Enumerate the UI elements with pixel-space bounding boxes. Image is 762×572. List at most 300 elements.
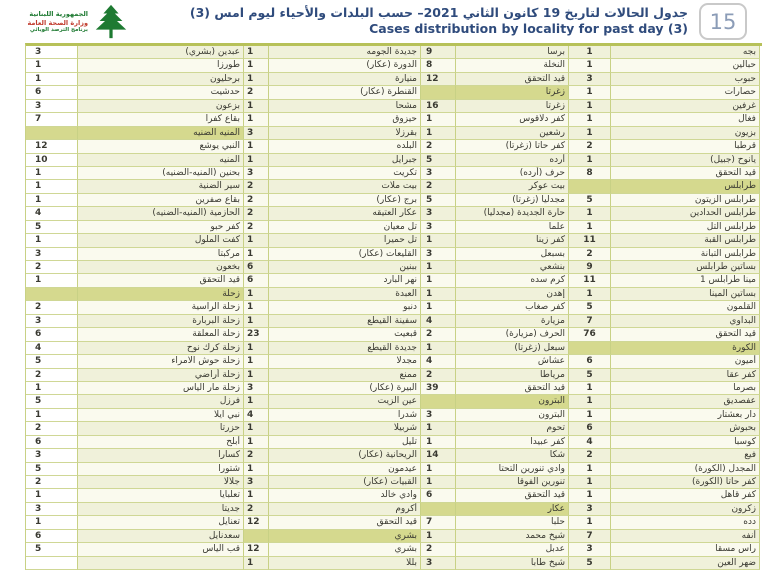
case-count-cell: 4	[244, 409, 269, 422]
case-count-cell: 3	[26, 100, 78, 113]
case-count-cell: 1	[421, 113, 456, 126]
locality-name-cell: بنشعي	[456, 261, 569, 274]
locality-name-cell: المنيه	[78, 154, 244, 167]
case-count-cell: 1	[244, 100, 269, 113]
locality-name-cell: سفينة القيطع	[269, 315, 421, 328]
case-count-cell: 1	[569, 86, 611, 99]
locality-name-cell: كوسبا	[611, 436, 760, 449]
locality-name-cell: بزيون	[611, 127, 760, 140]
case-count-cell: 2	[244, 207, 269, 220]
locality-name-cell: فغال	[611, 113, 760, 126]
locality-name-cell: طرابلس الزيتون	[611, 194, 760, 207]
case-count-cell: 5	[569, 557, 611, 570]
locality-name-cell: برسا	[456, 46, 569, 59]
locality-name-cell: سبعل (زغرتا)	[456, 342, 569, 355]
locality-name-cell: رشعين	[456, 127, 569, 140]
district-header-cell: المنيه الضنيه	[78, 127, 244, 140]
locality-name-cell: زغرتا	[456, 100, 569, 113]
locality-name-cell: كفر دلاقوس	[456, 113, 569, 126]
locality-name-cell: القبيات (عكار)	[269, 476, 421, 489]
case-count-cell: 9	[421, 46, 456, 59]
locality-name-cell: بشري	[269, 543, 421, 556]
case-count-cell: 1	[26, 180, 78, 193]
case-count-cell: 1	[569, 59, 611, 72]
locality-name-cell: عدبل	[456, 543, 569, 556]
case-count-cell: 3	[244, 476, 269, 489]
locality-name-cell: القلمون	[611, 301, 760, 314]
case-count-cell: 1	[569, 476, 611, 489]
case-count-cell: 1	[244, 59, 269, 72]
locality-name-cell: فرزل	[78, 395, 244, 408]
locality-name-cell: تعلبايا	[78, 489, 244, 502]
case-count-cell: 1	[569, 113, 611, 126]
case-count-cell: 6	[244, 274, 269, 287]
locality-name-cell: تل حميرا	[269, 234, 421, 247]
locality-name-cell: القنطرة (عكار)	[269, 86, 421, 99]
case-count-cell: 3	[569, 73, 611, 86]
case-count-cell: 1	[421, 530, 456, 543]
locality-name-cell: قيد التحقق	[611, 328, 760, 341]
slide-number-badge	[699, 3, 747, 40]
district-header-cell: عكار	[456, 503, 569, 516]
case-count-cell: 2	[244, 221, 269, 234]
case-count-cell: 2	[421, 328, 456, 341]
locality-name-cell: دار بعشتار	[611, 409, 760, 422]
case-count-cell: 1	[26, 59, 78, 72]
locality-name-cell: بيت ملات	[269, 180, 421, 193]
locality-name-cell: حيزوق	[269, 113, 421, 126]
case-count-cell	[244, 530, 269, 543]
locality-name-cell: فيع	[611, 449, 760, 462]
case-count-cell: 6	[26, 436, 78, 449]
case-count-cell	[569, 180, 611, 193]
case-count-cell: 1	[421, 234, 456, 247]
slide-number: 15	[709, 9, 737, 34]
locality-name-cell: مجدلا	[269, 355, 421, 368]
case-count-cell: 2	[26, 476, 78, 489]
case-count-cell: 11	[569, 274, 611, 287]
case-count-cell: 1	[244, 301, 269, 314]
case-count-cell: 8	[569, 167, 611, 180]
slide-titles	[190, 5, 688, 36]
locality-name-cell: حصارات	[611, 86, 760, 99]
locality-name-cell: بساتين طرابلس	[611, 261, 760, 274]
locality-name-cell: كفر عبيدا	[456, 436, 569, 449]
case-count-cell: 1	[244, 248, 269, 261]
locality-name-cell: الحازمية (المنيه-الضنيه)	[78, 207, 244, 220]
locality-name-cell: علما	[456, 221, 569, 234]
locality-name-cell: راس مسقا	[611, 543, 760, 556]
locality-name-cell: زحلة كرك نوح	[78, 342, 244, 355]
case-count-cell: 5	[569, 194, 611, 207]
locality-name-cell: شتورا	[78, 463, 244, 476]
locality-name-cell: وادي خالد	[269, 489, 421, 502]
locality-name-cell: أرده	[456, 154, 569, 167]
case-count-cell: 1	[244, 436, 269, 449]
case-count-cell: 1	[569, 288, 611, 301]
locality-name-cell: سعدنايل	[78, 530, 244, 543]
locality-name-cell: طرابلس الحدادين	[611, 207, 760, 220]
locality-name-cell: كسارا	[78, 449, 244, 462]
case-count-cell: 6	[26, 328, 78, 341]
district-header-cell: بشري	[269, 530, 421, 543]
case-count-cell: 1	[244, 557, 269, 570]
case-count-cell: 2	[569, 248, 611, 261]
case-count-cell: 3	[26, 248, 78, 261]
locality-name-cell: دنبو	[269, 301, 421, 314]
case-count-cell: 5	[569, 301, 611, 314]
case-count-cell: 6	[26, 530, 78, 543]
locality-name-cell: قيد التحقق	[456, 73, 569, 86]
case-count-cell: 6	[26, 86, 78, 99]
case-count-cell: 1	[569, 463, 611, 476]
case-count-cell	[569, 342, 611, 355]
locality-name-cell: مينا طرابلس 1	[611, 274, 760, 287]
locality-name-cell: بحنين (المنيه-الضنيه)	[78, 167, 244, 180]
locality-name-cell: زحلة مار الياس	[78, 382, 244, 395]
case-count-cell: 5	[421, 194, 456, 207]
case-count-cell: 3	[26, 449, 78, 462]
case-count-cell: 3	[26, 503, 78, 516]
case-count-cell: 2	[569, 449, 611, 462]
case-count-cell: 7	[569, 530, 611, 543]
logo-ministry-line: وزارة الصحة العامة	[27, 18, 88, 27]
case-count-cell: 5	[26, 221, 78, 234]
locality-name-cell: كفر حاتا (الكورة)	[611, 476, 760, 489]
case-count-cell: 16	[421, 100, 456, 113]
locality-name-cell: الحرف (مزيارة)	[456, 328, 569, 341]
case-count-cell: 2	[26, 301, 78, 314]
case-count-cell: 3	[421, 557, 456, 570]
locality-name-cell: تليل	[269, 436, 421, 449]
case-count-cell: 39	[421, 382, 456, 395]
locality-name-cell: حارة الجديدة (مجدليا)	[456, 207, 569, 220]
locality-name-cell: يانوح (جبيل)	[611, 154, 760, 167]
locality-name-cell: القليعات (عكار)	[269, 248, 421, 261]
locality-name-cell: بقرزلا	[269, 127, 421, 140]
locality-name-cell: حبوب	[611, 73, 760, 86]
locality-name-cell: عيدمون	[269, 463, 421, 476]
locality-name-cell: كفر عقا	[611, 369, 760, 382]
case-count-cell: 1	[569, 382, 611, 395]
locality-name-cell: المجدل (الكورة)	[611, 463, 760, 476]
case-count-cell: 1	[421, 436, 456, 449]
locality-name-cell: البيرة (عكار)	[269, 382, 421, 395]
locality-name-cell: مرياطا	[456, 369, 569, 382]
locality-name-cell: الدورة (عكار)	[269, 59, 421, 72]
case-count-cell: 4	[26, 207, 78, 220]
case-count-cell: 2	[26, 422, 78, 435]
case-count-cell: 1	[244, 154, 269, 167]
locality-name-cell: جديدة الجومه	[269, 46, 421, 59]
case-count-cell: 12	[26, 140, 78, 153]
case-count-cell: 5	[26, 543, 78, 556]
locality-name-cell: زحلة البربارة	[78, 315, 244, 328]
locality-name-cell: بحبوش	[611, 422, 760, 435]
locality-name-cell: أميون	[611, 355, 760, 368]
case-count-cell: 1	[244, 342, 269, 355]
district-header-cell: الكورة	[611, 342, 760, 355]
case-count-cell: 1	[244, 315, 269, 328]
locality-name-cell: جبرايل	[269, 154, 421, 167]
locality-name-cell: زكرون	[611, 503, 760, 516]
locality-name-cell: طورزا	[78, 59, 244, 72]
case-count-cell: 5	[569, 369, 611, 382]
case-count-cell: 23	[244, 328, 269, 341]
locality-name-cell: إهدن	[456, 288, 569, 301]
locality-name-cell: كفر زينا	[456, 234, 569, 247]
case-count-cell: 6	[569, 422, 611, 435]
case-count-cell: 2	[244, 86, 269, 99]
case-count-cell: 1	[26, 194, 78, 207]
locality-name-cell: تعنايل	[78, 516, 244, 529]
case-count-cell: 14	[421, 449, 456, 462]
locality-name-cell: تنورين الفوقا	[456, 476, 569, 489]
locality-name-cell: مشحا	[269, 100, 421, 113]
locality-name-cell: عبدين (بشري)	[78, 46, 244, 59]
locality-name-cell: غرفين	[611, 100, 760, 113]
locality-name-cell: حلبا	[456, 516, 569, 529]
locality-name-cell: تحوم	[456, 422, 569, 435]
case-count-cell: 1	[26, 489, 78, 502]
case-count-cell: 1	[244, 234, 269, 247]
case-count-cell: 7	[421, 516, 456, 529]
locality-name-cell: حبالين	[611, 59, 760, 72]
case-count-cell: 1	[244, 463, 269, 476]
case-count-cell: 1	[244, 422, 269, 435]
case-count-cell: 1	[569, 409, 611, 422]
locality-name-cell: بللا	[269, 557, 421, 570]
case-count-cell: 1	[244, 113, 269, 126]
case-count-cell: 1	[244, 489, 269, 502]
case-count-cell: 5	[26, 355, 78, 368]
case-count-cell: 2	[26, 261, 78, 274]
locality-name-cell: البداوي	[611, 315, 760, 328]
locality-name-cell: البلده	[269, 140, 421, 153]
case-count-cell: 12	[421, 73, 456, 86]
locality-name-cell: عكار العتيقه	[269, 207, 421, 220]
case-count-cell: 1	[569, 395, 611, 408]
locality-name-cell: نهر البارد	[269, 274, 421, 287]
locality-name-cell: مركبتا	[78, 248, 244, 261]
case-count-cell: 1	[421, 342, 456, 355]
locality-name-cell: برج (عكار)	[269, 194, 421, 207]
cedar-tree-icon	[92, 3, 130, 41]
locality-name-cell: حزرتا	[78, 422, 244, 435]
locality-name-cell: عشاش	[456, 355, 569, 368]
locality-name-cell: أنفه	[611, 530, 760, 543]
slide-title-english: Cases distribution by locality for past day (3)	[369, 21, 688, 36]
locality-name-cell: سير الضنية	[78, 180, 244, 193]
locality-name-cell: العبدة	[269, 288, 421, 301]
case-count-cell: 1	[421, 288, 456, 301]
case-count-cell: 3	[421, 207, 456, 220]
locality-name-cell: أبلح	[78, 436, 244, 449]
locality-name-cell: تكريت	[269, 167, 421, 180]
case-count-cell	[421, 395, 456, 408]
case-count-cell	[26, 288, 78, 301]
locality-name-cell: كفر حاتا (زغرتا)	[456, 140, 569, 153]
locality-name-cell: برحليون	[78, 73, 244, 86]
case-count-cell: 1	[244, 73, 269, 86]
district-header-cell: طرابلس	[611, 180, 760, 193]
locality-name-cell: طرابلس التل	[611, 221, 760, 234]
case-count-cell: 3	[421, 409, 456, 422]
locality-name-cell: عفصديق	[611, 395, 760, 408]
case-count-cell: 8	[421, 59, 456, 72]
case-count-cell: 3	[244, 382, 269, 395]
case-count-cell: 1	[26, 73, 78, 86]
case-count-cell: 1	[26, 382, 78, 395]
locality-name-cell: مزيارة	[456, 315, 569, 328]
case-count-cell: 76	[569, 328, 611, 341]
locality-name-cell: بخعون	[78, 261, 244, 274]
case-count-cell: 3	[244, 127, 269, 140]
case-count-cell: 1	[26, 516, 78, 529]
locality-name-cell: زحلة المعلقة	[78, 328, 244, 341]
case-count-cell: 1	[26, 167, 78, 180]
case-count-cell: 2	[244, 449, 269, 462]
locality-name-cell: شربيلا	[269, 422, 421, 435]
case-count-cell	[421, 503, 456, 516]
locality-name-cell: بقاع صفرين	[78, 194, 244, 207]
case-count-cell: 1	[244, 369, 269, 382]
locality-name-cell: ممنع	[269, 369, 421, 382]
locality-name-cell: حرف (أرده)	[456, 167, 569, 180]
locality-name-cell: قيد التحقق	[611, 167, 760, 180]
locality-name-cell: كفر حبو	[78, 221, 244, 234]
case-count-cell: 1	[421, 476, 456, 489]
case-count-cell: 10	[26, 154, 78, 167]
locality-name-cell: كفت الملول	[78, 234, 244, 247]
case-count-cell: 7	[26, 113, 78, 126]
locality-name-cell: زحلة أراضي	[78, 369, 244, 382]
case-count-cell: 2	[421, 140, 456, 153]
locality-name-cell: الريحانية (عكار)	[269, 449, 421, 462]
case-count-cell: 5	[421, 154, 456, 167]
case-count-cell: 1	[244, 395, 269, 408]
case-count-cell: 1	[244, 288, 269, 301]
case-count-cell: 3	[569, 503, 611, 516]
locality-name-cell: قبعيت	[269, 328, 421, 341]
case-count-cell: 1	[421, 463, 456, 476]
logo-program-line: برنامج الترصد الوبائي	[29, 26, 88, 33]
case-count-cell: 2	[421, 369, 456, 382]
locality-name-cell: نبي ايلا	[78, 409, 244, 422]
case-count-cell: 1	[244, 140, 269, 153]
case-count-cell: 2	[244, 180, 269, 193]
locality-name-cell: منيارة	[269, 73, 421, 86]
case-count-cell: 1	[26, 234, 78, 247]
case-count-cell: 2	[26, 369, 78, 382]
locality-name-cell: وادي تنورين التحتا	[456, 463, 569, 476]
locality-name-cell: قيد التحقق	[269, 516, 421, 529]
locality-name-cell: البترون	[456, 409, 569, 422]
locality-name-cell: جلالا	[78, 476, 244, 489]
case-count-cell: 1	[26, 274, 78, 287]
case-count-cell: 3	[421, 221, 456, 234]
logo-country-line: الجمهورية اللبنانية	[29, 10, 88, 19]
locality-name-cell: تل معيان	[269, 221, 421, 234]
case-count-cell: 4	[421, 355, 456, 368]
locality-name-cell: طرابلس التبانة	[611, 248, 760, 261]
cases-table-wrap	[25, 43, 762, 570]
locality-name-cell: زحلة حوش الامراء	[78, 355, 244, 368]
cases-table	[26, 46, 762, 570]
locality-name-cell: كرم سده	[456, 274, 569, 287]
case-count-cell: 1	[569, 221, 611, 234]
case-count-cell: 3	[26, 46, 78, 59]
locality-name-cell: قب الياس	[78, 543, 244, 556]
case-count-cell: 1	[569, 516, 611, 529]
slide-title-arabic: جدول الحالات لتاريخ 19 كانون الثاني 2021– حسب البلدات والأحياء ليوم امس (3)	[189, 5, 688, 20]
case-count-cell: 1	[26, 409, 78, 422]
locality-name-cell: شيخ طابا	[456, 557, 569, 570]
locality-name-cell: بصرما	[611, 382, 760, 395]
locality-name-cell: بقاع كفرا	[78, 113, 244, 126]
case-count-cell: 1	[244, 355, 269, 368]
locality-name-cell: قيد التحقق	[456, 489, 569, 502]
case-count-cell: 9	[569, 261, 611, 274]
case-count-cell: 1	[244, 46, 269, 59]
locality-name-cell: طرابلس القبة	[611, 234, 760, 247]
locality-name-cell: بجه	[611, 46, 760, 59]
case-count-cell: 3	[244, 167, 269, 180]
case-count-cell: 1	[569, 489, 611, 502]
district-header-cell: البترون	[456, 395, 569, 408]
case-count-cell: 1	[569, 127, 611, 140]
locality-name-cell: النخلة	[456, 59, 569, 72]
case-count-cell: 3	[421, 167, 456, 180]
case-count-cell: 1	[421, 127, 456, 140]
case-count-cell: 5	[26, 463, 78, 476]
locality-name-cell: جديتا	[78, 503, 244, 516]
case-count-cell: 1	[569, 100, 611, 113]
case-count-cell: 5	[26, 395, 78, 408]
locality-name-cell: النبي يوشع	[78, 140, 244, 153]
case-count-cell: 1	[421, 301, 456, 314]
case-count-cell: 3	[569, 543, 611, 556]
case-count-cell: 6	[421, 489, 456, 502]
locality-name-cell: بزعون	[78, 100, 244, 113]
locality-name-cell	[78, 557, 244, 570]
locality-name-cell: حدشيت	[78, 86, 244, 99]
locality-name-cell: مجدليا (زغرتا)	[456, 194, 569, 207]
case-count-cell: 12	[244, 516, 269, 529]
case-count-cell: 7	[569, 315, 611, 328]
case-count-cell: 4	[569, 436, 611, 449]
locality-name-cell: زحلة الراسية	[78, 301, 244, 314]
locality-name-cell: بيت عوكر	[456, 180, 569, 193]
case-count-cell: 2	[421, 543, 456, 556]
case-count-cell: 12	[244, 543, 269, 556]
locality-name-cell: دده	[611, 516, 760, 529]
locality-name-cell: أكروم	[269, 503, 421, 516]
case-count-cell: 2	[569, 140, 611, 153]
locality-name-cell: كفر قاهل	[611, 489, 760, 502]
district-header-cell: زغرتا	[456, 86, 569, 99]
district-header-cell: زحلة	[78, 288, 244, 301]
locality-name-cell: شدرا	[269, 409, 421, 422]
case-count-cell: 6	[244, 261, 269, 274]
case-count-cell: 1	[569, 207, 611, 220]
locality-name-cell: ببنين	[269, 261, 421, 274]
locality-name-cell: عين الزيت	[269, 395, 421, 408]
case-count-cell: 2	[244, 503, 269, 516]
moph-logo-text	[6, 10, 88, 33]
locality-name-cell: قيد التحقق	[78, 274, 244, 287]
case-count-cell: 4	[421, 315, 456, 328]
